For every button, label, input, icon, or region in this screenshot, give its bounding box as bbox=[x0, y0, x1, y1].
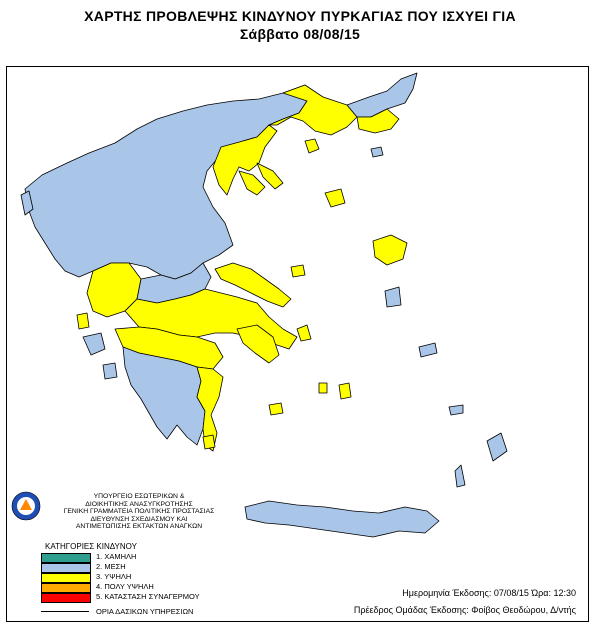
issue-date: Ημερομηνία Έκδοσης: 07/08/15 Ώρα: 12:30 bbox=[402, 588, 576, 598]
ministry-line: ΔΙΕΥΘΥΝΣΗ ΣΧΕΔΙΑΣΜΟΥ ΚΑΙ bbox=[90, 515, 188, 523]
legend-swatch bbox=[41, 573, 91, 583]
border-line-swatch bbox=[41, 611, 89, 612]
legend-panel bbox=[11, 491, 239, 617]
legend-item-forest-borders bbox=[41, 607, 241, 617]
ministry-line: ΑΝΤΙΜΕΤΩΠΙΣΗΣ ΕΚΤΑΚΤΩΝ ΑΝΑΓΚΩΝ bbox=[75, 523, 203, 531]
ministry-line: ΓΕΝΙΚΗ ΓΡΑΜΜΑΤΕΙΑ ΠΟΛΙΤΙΚΗΣ ΠΡΟΣΤΑΣΙΑΣ bbox=[63, 508, 215, 516]
legend-label: 2. ΜΕΣΗ bbox=[96, 562, 126, 571]
island-lesvos bbox=[373, 235, 407, 265]
island-paros bbox=[319, 383, 327, 393]
legend-swatch bbox=[41, 553, 91, 563]
island-karpathos bbox=[455, 465, 465, 487]
island-kefalonia bbox=[83, 333, 105, 355]
island-kythira bbox=[203, 435, 215, 449]
island-samos bbox=[419, 343, 437, 357]
ministry-line: ΥΠΟΥΡΓΕΙΟ ΕΣΩΤΕΡΙΚΩΝ & bbox=[93, 493, 185, 500]
island-andros bbox=[297, 325, 311, 341]
legend-swatch bbox=[41, 583, 91, 593]
island-naxos bbox=[339, 383, 351, 399]
island-samothraki bbox=[371, 147, 383, 157]
legend-swatch bbox=[41, 593, 91, 603]
legend-label: 4. ΠΟΛΥ ΥΨΗΛΗ bbox=[96, 582, 154, 591]
legend-label: 5. ΚΑΤΑΣΤΑΣΗ ΣΥΝΑΓΕΡΜΟΥ bbox=[96, 592, 200, 601]
region-north-mainland bbox=[25, 85, 307, 279]
civil-protection-logo-icon bbox=[11, 491, 41, 521]
forecast-date: Σάββατο 08/08/15 bbox=[239, 26, 361, 42]
map-frame bbox=[6, 66, 589, 622]
island-chios bbox=[385, 287, 401, 307]
ministry-text bbox=[39, 493, 239, 531]
island-lefkada bbox=[77, 313, 89, 329]
region-thrace bbox=[347, 73, 417, 117]
ministry-line: ΔΙΟΙΚΗΤΙΚΗΣ ΑΝΑΣΥΓΚΡΟΤΗΣΗΣ bbox=[85, 500, 193, 508]
legend-swatch bbox=[41, 563, 91, 573]
legend-label: 1. ΧΑΜΗΛΗ bbox=[96, 552, 137, 561]
issue-team-head: Πρέεδρος Ομάδας Έκδοσης: Φοίβος Θεοδώρου, Δ/ντής bbox=[353, 605, 576, 615]
island-kos bbox=[449, 405, 463, 415]
legend-label: 3. ΥΨΗΛΗ bbox=[96, 572, 132, 581]
island-rhodes bbox=[487, 433, 507, 461]
island-zakynthos bbox=[103, 363, 117, 379]
island-thassos bbox=[305, 139, 319, 153]
island-crete bbox=[245, 501, 439, 537]
island-skyros bbox=[291, 265, 305, 277]
island-limnos bbox=[325, 189, 345, 207]
border-label: ΟΡΙΑ ΔΑΣΙΚΩΝ ΥΠΗΡΕΣΙΩΝ bbox=[96, 607, 194, 616]
region-chalkidiki-peninsula bbox=[239, 171, 265, 195]
categories-title: ΚΑΤΗΓΟΡΙΕΣ ΚΙΝΔΥΝΟΥ bbox=[45, 542, 137, 551]
island-milos bbox=[269, 403, 283, 415]
map-title: ΧΑΡΤΗΣ ΠΡΟΒΛΕΨΗΣ ΚΙΝΔΥΝΟΥ ΠΥΡΚΑΓΙΑΣ ΠΟΥ ΙΣΧΥΕΙ ΓΙΑ bbox=[84, 8, 516, 24]
